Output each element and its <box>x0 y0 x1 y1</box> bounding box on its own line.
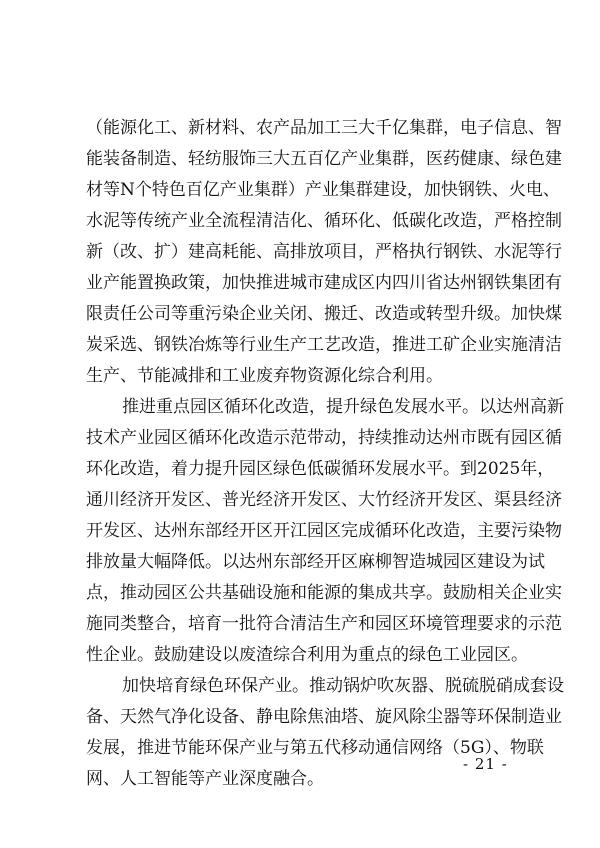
text-line: 开发区、达州东部经开区开江园区完成循环化改造，主要污染物 <box>86 521 562 541</box>
text-line: 发展，推进节能环保产业与第五代移动通信网络（5G）、物联 <box>86 738 544 758</box>
text-line: 限责任公司等重污染企业关闭、搬迁、改造或转型升级。加快煤 <box>86 304 562 324</box>
paragraph-industry-cluster <box>86 113 562 392</box>
text-line: 施同类整合，培育一批符合清洁生产和园区环境管理要求的示范 <box>86 614 562 634</box>
text-line: 技术产业园区循环化改造示范带动，持续推动达州市既有园区循 <box>86 428 562 448</box>
text-line: 水泥等传统产业全流程清洁化、循环化、低碳化改造，严格控制 <box>86 211 562 231</box>
text-line: 环化改造，着力提升园区绿色低碳循环发展水平。到2025年， <box>86 459 555 479</box>
text-line: 炭采选、钢铁冶炼等行业生产工艺改造，推进工矿企业实施清洁 <box>86 335 562 355</box>
paragraph-park-recycling <box>86 392 564 671</box>
text-line: 生产、节能减排和工业废弃物资源化综合利用。 <box>86 366 443 386</box>
text-line: 备、天然气净化设备、静电除焦油塔、旋风除尘器等环保制造业 <box>86 707 562 727</box>
text-line: 推进重点园区循环化改造，提升绿色发展水平。以达州高新 <box>122 397 564 417</box>
page-number: - 21 - <box>463 755 508 773</box>
text-line: 材等N个特色百亿产业集群）产业集群建设，加快钢铁、火电、 <box>86 180 560 200</box>
text-line: 业产能置换政策，加快推进城市建成区内四川省达州钢铁集团有 <box>86 273 562 293</box>
text-line: 通川经济开发区、普光经济开发区、大竹经济开发区、渠县经济 <box>86 490 562 510</box>
text-line: 性企业。鼓励建设以废渣综合利用为重点的绿色工业园区。 <box>86 645 528 665</box>
text-line: 新（改、扩）建高耗能、高排放项目，严格执行钢铁、水泥等行 <box>86 242 562 262</box>
text-line: 网、人工智能等产业深度融合。 <box>86 769 324 789</box>
text-line: 加快培育绿色环保产业。推动锅炉吹灰器、脱硫脱硝成套设 <box>122 676 564 696</box>
text-line: 排放量大幅降低。以达州东部经开区麻柳智造城园区建设为试 <box>86 552 545 572</box>
text-line: 能装备制造、轻纺服饰三大五百亿产业集群，医药健康、绿色建 <box>86 149 562 169</box>
document-body <box>86 113 564 795</box>
text-line: （能源化工、新材料、农产品加工三大千亿集群，电子信息、智 <box>86 118 562 138</box>
paragraph-green-industry <box>86 671 564 795</box>
text-line: 点，推动园区公共基础设施和能源的集成共享。鼓励相关企业实 <box>86 583 562 603</box>
